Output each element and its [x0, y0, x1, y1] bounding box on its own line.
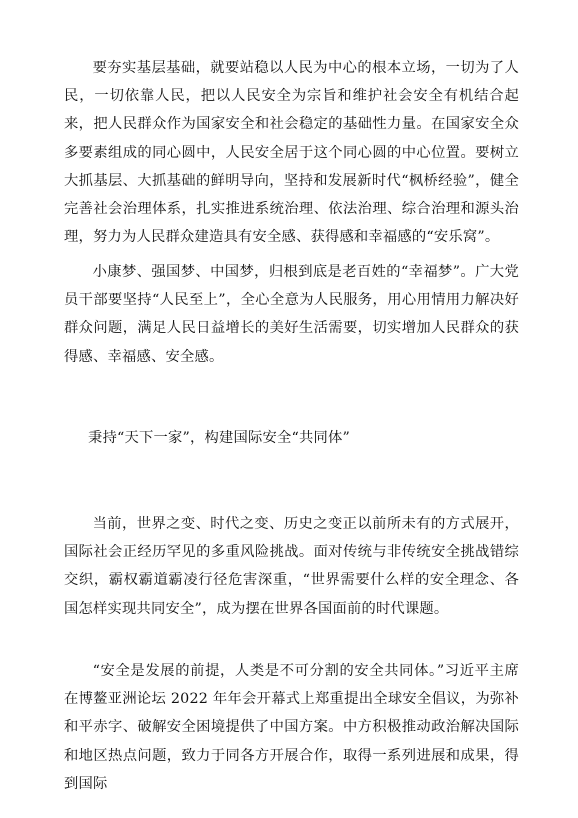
body-paragraph: 小康梦、强国梦、中国梦，归根到底是老百姓的“幸福梦”。广大党员干部要坚持“人民至上”，全心全意为人民服务，用心用情用力解决好群众问题，满足人民日益增长的美好生活需要，切实增加人民群众的获得感、幸福感、安全感。	[64, 264, 519, 365]
body-paragraph: 要夯实基层基础，就要站稳以人民为中心的根本立场，一切为了人民，一切依靠人民，把以人民安全为宗旨和维护社会安全有机结合起来，把人民群众作为国家安全和社会稳定的基础性力量。在国家安全众多要素组成的同心圆中，人民安全居于这个同心圆的中心位置。要树立大抓基层、大抓基础的鲜明导向，坚持和发展新时代“枫桥经验”，健全完善社会治理体系，扎实推进系统治理、依法治理、综合治理和源头治理，努力为人民群众建造具有安全感、获得感和幸福感的“安乐窝”。	[64, 60, 519, 246]
body-paragraph: “安全是发展的前提，人类是不可分割的安全共同体。”习近平主席在博鳌亚洲论坛 2022 年年会开幕式上郑重提出全球安全倡议，为弥补和平赤字、破解安全困境提供了中国方案。中方积极推动政治解决国际和地区热点问题，致力于同各方开展合作，取得一系列进展和成果，得到国际	[64, 663, 519, 792]
body-paragraph: 当前，世界之变、时代之变、历史之变正以前所未有的方式展开，国际社会正经历罕见的多重风险挑战。面对传统与非传统安全挑战错综交织，霸权霸道霸凌行径危害深重，“世界需要什么样的安全理念、各国怎样实现共同安全”，成为摆在世界各国面前的时代课题。	[64, 516, 519, 617]
section-heading: 秉持“天下一家”，构建国际安全“共同体”	[88, 430, 350, 446]
